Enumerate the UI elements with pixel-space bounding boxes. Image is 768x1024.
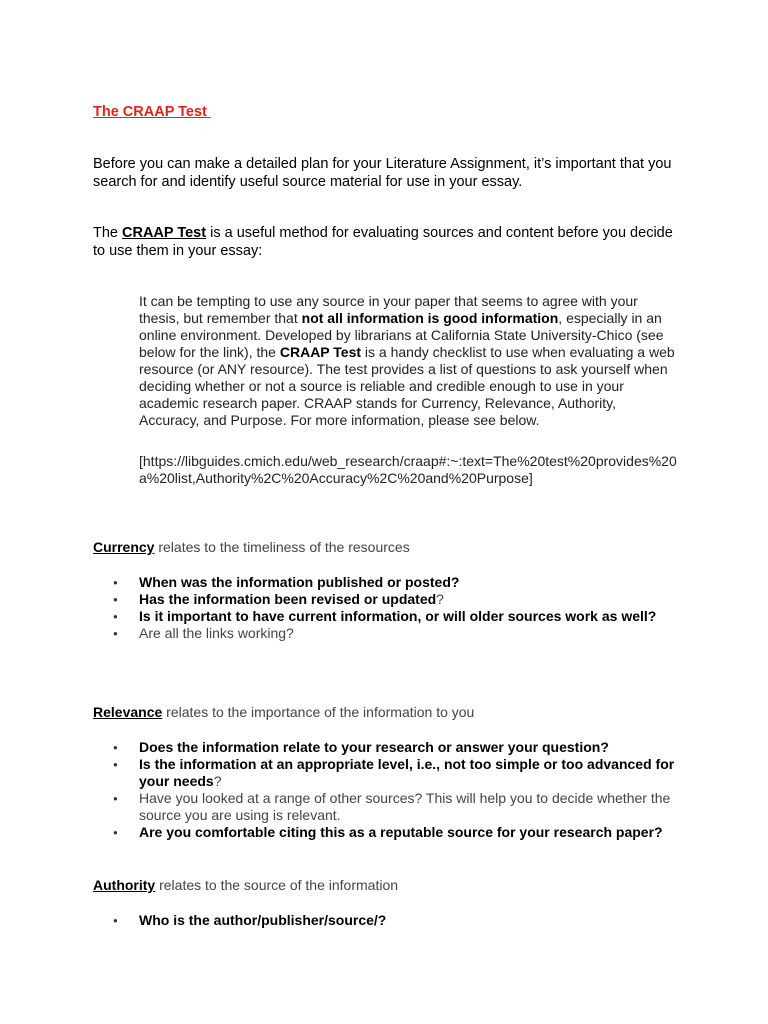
quote-text-2: , especially in an online environment. Developed by librarians at California State University-Chico (see below for the link), the [139, 310, 664, 360]
reference-link: [https://libguides.cmich.edu/web_research/craap#:~:text=The%20test%20provides%20a%20list,Authority%2C%20Accuracy%2C%20and%20Purpose] [139, 453, 677, 486]
list-item [113, 756, 683, 790]
authority-desc: relates to the source of the information [155, 877, 399, 893]
intro-paragraph: Before you can make a detailed plan for your Literature Assignment, it’s important that you search for and identify useful source material for use in your essay. [93, 156, 672, 190]
list-item-bold: Are you comfortable citing this as a reputable source for your research paper? [139, 824, 663, 840]
authority-heading [93, 877, 398, 893]
currency-list [113, 574, 683, 642]
list-item-bold: Is it important to have current information, or will older sources work as well? [139, 608, 657, 624]
block-quote [139, 293, 679, 429]
relevance-desc: relates to the importance of the information to you [162, 704, 475, 720]
craap-intro-pre: The [93, 225, 123, 241]
quote-bold-1: not all information is good information [301, 310, 559, 326]
craap-test-term: CRAAP Test [122, 225, 207, 241]
currency-term: Currency [93, 539, 155, 555]
list-item-bold: When was the information published or posted? [139, 574, 460, 590]
list-item [113, 574, 683, 591]
authority-term: Authority [93, 877, 156, 893]
list-item-text: ? [213, 773, 222, 789]
list-item [113, 608, 683, 625]
list-item [113, 790, 683, 824]
relevance-list [113, 739, 683, 841]
document-title: The CRAAP Test [93, 104, 211, 120]
currency-heading [93, 539, 410, 555]
list-item [113, 824, 683, 841]
list-item-bold: Who is the author/publisher/source/? [139, 912, 387, 928]
relevance-term: Relevance [93, 704, 163, 720]
list-item-bold: Has the information been revised or updated [139, 591, 437, 607]
list-item-bold: Is the information at an appropriate level, i.e., not too simple or too advanced for your needs [139, 756, 675, 789]
craap-intro-post: is a useful method for evaluating sources and content before you decide to use them in your essay: [93, 225, 673, 259]
list-item-text: Are all the links working? [139, 625, 294, 641]
list-item [113, 625, 683, 642]
list-item-bold: Does the information relate to your research or answer your question? [139, 739, 609, 755]
list-item-text: Have you looked at a range of other sources? This will help you to decide whether the source you are using is relevant. [139, 790, 671, 823]
quote-text-3: is a handy checklist to use when evaluating a web resource (or ANY resource). The test provides a list of questions to ask yourself when deciding whether or not a source is reliable and credible enough to use in your academic research paper. CRAAP stands for Currency, Relevance, Authority, Accuracy, and Purpose. For more information, please see below. [139, 344, 675, 428]
quote-text-1: It can be tempting to use any source in your paper that seems to agree with your thesis, but remember that [139, 293, 638, 326]
currency-desc: relates to the timeliness of the resources [154, 539, 410, 555]
list-item [113, 591, 683, 608]
craap-intro-paragraph [93, 224, 683, 260]
list-item [113, 739, 683, 756]
relevance-heading [93, 704, 474, 720]
list-item [113, 912, 683, 929]
authority-list [113, 912, 683, 929]
quote-bold-2: CRAAP Test [279, 344, 362, 360]
list-item-text: ? [436, 591, 444, 607]
